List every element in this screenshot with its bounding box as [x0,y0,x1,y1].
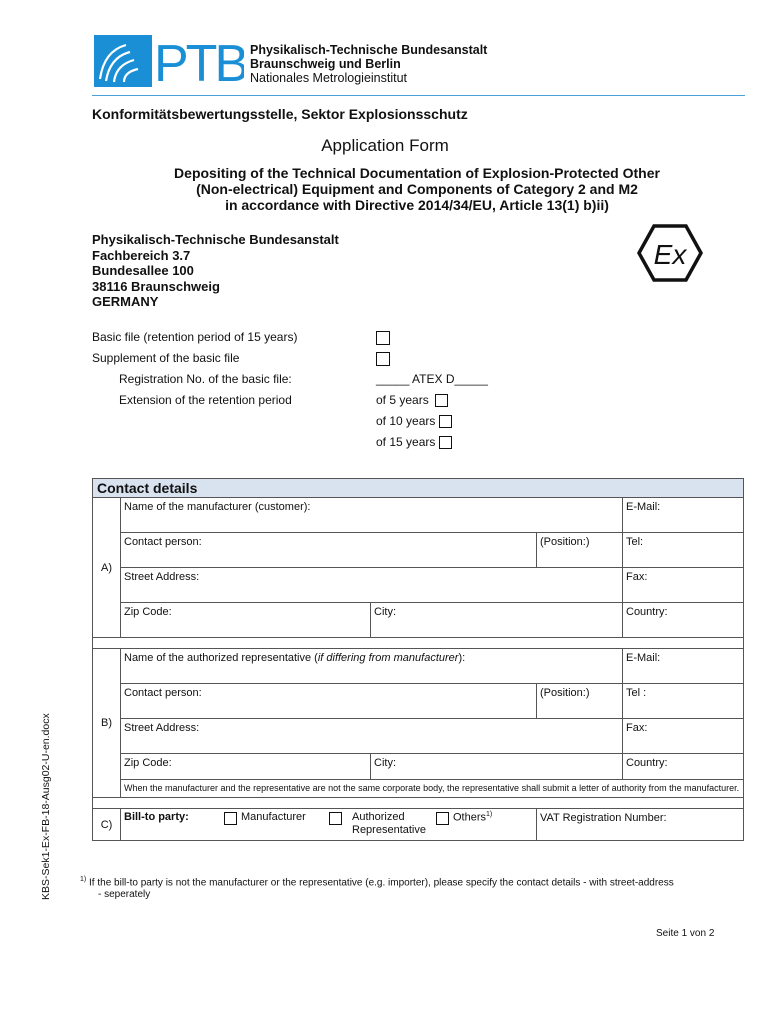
b-contact-person-field[interactable]: Contact person: [121,684,537,719]
a-city-field[interactable]: City: [371,603,623,638]
contact-details-header: Contact details [93,479,744,498]
b-fax-field[interactable]: Fax: [623,719,744,754]
a-tel-field[interactable]: Tel: [623,533,744,568]
section-title: Konformitätsbewertungsstelle, Sektor Explosionsschutz [92,106,468,122]
extension-5-label: of 5 years [376,393,429,407]
extension-15-label: of 15 years [376,435,436,449]
bill-authorized-label: Authorized Representative [352,811,426,836]
extension-10-years [376,414,452,428]
org-line-1: Physikalisch-Technische Bundesanstalt [250,43,488,57]
header-divider [92,95,745,96]
form-subtitle [92,165,742,213]
a-country-field[interactable]: Country: [623,603,744,638]
rep-label-suffix: ): [458,652,466,664]
page-number: Seite 1 von 2 [656,928,715,939]
b-country-field[interactable]: Country: [623,754,744,780]
a-contact-person-field[interactable]: Contact person: [121,533,537,568]
rep-label-italic: if differing from manufacturer [317,652,459,664]
a-position-field[interactable]: (Position:) [537,533,623,568]
representative-name-field[interactable] [121,649,623,684]
rep-label-prefix: Name of the authorized representative ( [124,652,318,664]
document-id-side-text: KBS-Sek1-Ex-FB-18-Ausg02-U-en.docx [40,713,52,900]
registration-label: Registration No. of the basic file: [119,372,292,386]
address-line-5: GERMANY [92,294,159,309]
extension-10-label: of 10 years [376,414,436,428]
extension-label: Extension of the retention period [119,393,292,407]
b-tel-field[interactable]: Tel : [623,684,744,719]
recipient-address [92,232,339,310]
b-zip-field[interactable]: Zip Code: [121,754,371,780]
others-footnote-marker: 1) [486,811,493,818]
extension-10-checkbox[interactable] [439,415,452,428]
authority-note: When the manufacturer and the representative are not the same corporate body, the representative shall submit a letter of authority from the manufacturer. [121,780,744,798]
a-email-field[interactable]: E-Mail: [623,498,744,533]
bill-manufacturer-label: Manufacturer [241,811,306,823]
logo-text: PTB [154,35,244,87]
table-spacer [93,798,744,809]
section-b-label: B) [93,649,121,798]
address-line-1: Physikalisch-Technische Bundesanstalt [92,232,339,247]
basic-file-checkbox[interactable] [376,329,390,347]
ex-symbol-text: Ex [653,239,687,270]
bill-others-label [453,811,492,824]
subtitle-line-2: (Non-electrical) Equipment and Components of Category 2 and M2 [196,181,638,197]
a-fax-field[interactable]: Fax: [623,568,744,603]
footnote-text: If the bill-to party is not the manufacturer or the representative (e.g. importer), please specify the contact details - with street-address [89,877,674,889]
extension-5-years [376,393,448,407]
address-line-2: Fachbereich 3.7 [92,247,191,263]
bill-to-label: Bill-to party: [124,811,189,823]
b-city-field[interactable]: City: [371,754,623,780]
footnote-marker: 1) [80,876,87,883]
ptb-logo [94,35,244,87]
section-c-label: C) [93,809,121,841]
bill-manufacturer-checkbox[interactable] [224,812,237,825]
vat-registration-field[interactable]: VAT Registration Number: [537,809,744,841]
bill-others-text: Others [453,811,487,824]
extension-5-checkbox[interactable] [435,394,448,407]
footnote-text-2: - seperately [98,889,151,901]
address-line-3: Bundesallee 100 [92,263,194,278]
b-email-field[interactable]: E-Mail: [623,649,744,684]
contact-details-table [92,478,744,841]
table-spacer [93,638,744,649]
subtitle-line-3: in accordance with Directive 2014/34/EU, Article 13(1) b)ii) [225,197,609,213]
bill-others-checkbox[interactable] [436,812,449,825]
subtitle-line-1: Depositing of the Technical Documentation of Explosion-Protected Other [174,165,660,181]
section-a-label: A) [93,498,121,638]
a-zip-field[interactable]: Zip Code: [121,603,371,638]
org-line-3: Nationales Metrologieinstitut [250,71,408,85]
a-street-field[interactable]: Street Address: [121,568,623,603]
supplement-checkbox[interactable] [376,350,390,368]
organization-name [250,43,487,85]
manufacturer-name-field[interactable]: Name of the manufacturer (customer): [121,498,623,533]
b-street-field[interactable]: Street Address: [121,719,623,754]
extension-15-years [376,435,452,449]
extension-15-checkbox[interactable] [439,436,452,449]
address-line-4: 38116 Braunschweig [92,278,220,294]
ex-symbol-icon [637,224,703,282]
org-line-2: Braunschweig und Berlin [250,57,401,71]
bill-authorized-checkbox[interactable] [329,812,342,825]
supplement-label: Supplement of the basic file [92,351,240,365]
basic-file-label: Basic file (retention period of 15 years) [92,330,298,344]
registration-field[interactable]: _____ ATEX D_____ [376,372,488,386]
form-title: Application Form [321,136,449,155]
b-position-field[interactable]: (Position:) [537,684,623,719]
bill-to-party-cell [121,809,537,841]
footnote [80,874,740,901]
